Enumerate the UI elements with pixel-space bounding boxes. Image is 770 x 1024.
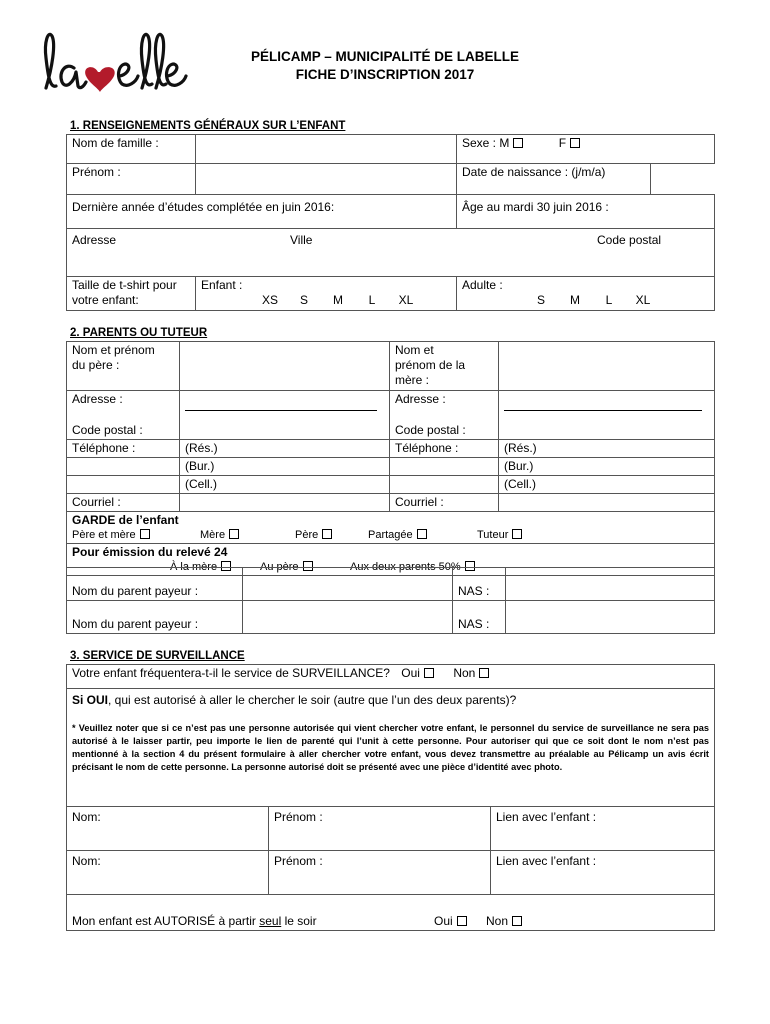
authorized-info-row <box>67 689 715 807</box>
alone-non-checkbox[interactable]: Non <box>486 914 522 929</box>
custody-shared-checkbox[interactable]: Partagée <box>368 528 427 543</box>
mother-phone-spacer2 <box>390 476 499 494</box>
payer-table <box>66 567 715 634</box>
father-address-field[interactable] <box>180 391 390 440</box>
mother-phone-label: Téléphone : <box>390 440 499 458</box>
city-label: Ville <box>290 233 313 247</box>
tshirt-label: Taille de t-shirt pour votre enfant: <box>67 277 196 311</box>
mother-email-label: Courriel : <box>390 494 499 512</box>
alone-oui-checkbox[interactable]: Oui <box>434 914 467 929</box>
authorized-alone-text: Mon enfant est AUTORISÉ à partir seul le soir <box>72 914 317 928</box>
releve-father-checkbox[interactable]: Au père <box>260 560 313 575</box>
section2-heading: 2. PARENTS OU TUTEUR <box>70 327 208 339</box>
sex-f-checkbox[interactable]: F <box>559 136 580 150</box>
adult-size-s-option[interactable]: S <box>536 293 545 307</box>
custody-guardian-checkbox[interactable]: Tuteur <box>477 528 522 543</box>
tshirt-child-field[interactable]: Enfant : XS S M L XL <box>196 277 457 311</box>
payer1-field[interactable] <box>243 568 453 601</box>
adult-size-m-option[interactable]: M <box>570 293 580 307</box>
authorized-alone-row <box>67 895 715 931</box>
father-name-label: Nom et prénom du père : <box>67 342 180 391</box>
releve-both-checkbox[interactable]: Aux deux parents 50% <box>350 560 475 575</box>
size-xl-option[interactable]: XL <box>398 293 414 307</box>
first-name-label: Prénom : <box>67 164 196 195</box>
size-m-option[interactable]: M <box>333 293 343 307</box>
pickup-notice: * Veuillez noter que si ce n’est pas une personne autorisée qui vient chercher votre enfant, le personnel du service de surveillance ne sera pas autorisé à le laisser partir, peu importe le lien de parenté qui l’unit à cette personne. Pour autoriser qui que ce soit dont le nom n’est pas mentionné à la section 4 du présent formulaire à aller chercher votre enfant, vous devez transmettre au préalable au Pélicamp un avis écrit précisant le nom de cette personne. La personne autorisé doit se présenté avec une pièce d’identité avec photo. <box>72 723 709 772</box>
custody-row <box>67 512 715 544</box>
custody-both-checkbox[interactable]: Père et mère <box>72 528 150 543</box>
payer1-nas-label: NAS : <box>453 568 506 601</box>
authorized1-relation[interactable]: Lien avec l’enfant : <box>491 807 715 851</box>
surveillance-question-row <box>67 665 715 689</box>
custody-mother-checkbox[interactable]: Mère <box>200 528 239 543</box>
custody-father-checkbox[interactable]: Père <box>295 528 332 543</box>
father-email-field[interactable] <box>180 494 390 512</box>
birth-spacer <box>651 164 715 195</box>
child-sizes <box>201 293 451 308</box>
surveillance-table <box>66 664 715 931</box>
father-phone-spacer2 <box>67 476 180 494</box>
authorized1-name[interactable]: Nom: <box>67 807 269 851</box>
section3-heading: 3. SERVICE DE SURVEILLANCE <box>70 650 245 662</box>
document-title: PÉLICAMP – MUNICIPALITÉ DE LABELLE FICHE D’INSCRIPTION 2017 <box>250 49 520 82</box>
father-name-field[interactable] <box>180 342 390 391</box>
authorized2-name[interactable]: Nom: <box>67 851 269 895</box>
payer2-nas-field[interactable] <box>506 601 715 634</box>
releve-title: Pour émission du relevé 24 <box>72 545 228 559</box>
payer1-label: Nom du parent payeur : <box>67 568 243 601</box>
address-label: Adresse <box>72 233 117 247</box>
address-row[interactable] <box>67 229 715 277</box>
age-field[interactable]: Âge au mardi 30 juin 2016 : <box>457 195 715 229</box>
mother-name-field[interactable] <box>499 342 715 391</box>
surveillance-question: Votre enfant fréquentera-t-il le service de SURVEILLANCE? <box>72 666 390 680</box>
tshirt-adult-field[interactable]: Adulte : S M L XL <box>457 277 715 311</box>
authorized2-firstname[interactable]: Prénom : <box>269 851 491 895</box>
adult-sizes <box>462 293 709 308</box>
father-email-label: Courriel : <box>67 494 180 512</box>
parents-table <box>66 341 715 576</box>
mother-address-field[interactable] <box>499 391 715 440</box>
mother-name-label: Nom et prénom de la mère : <box>390 342 499 391</box>
sex-m-checkbox[interactable]: Sexe : M <box>462 136 523 150</box>
mother-address-label: Adresse : Code postal : <box>390 391 499 440</box>
authorized1-firstname[interactable]: Prénom : <box>269 807 491 851</box>
releve-mother-checkbox[interactable]: À la mère <box>170 560 231 575</box>
mother-phone-spacer <box>390 458 499 476</box>
authorized2-relation[interactable]: Lien avec l’enfant : <box>491 851 715 895</box>
father-phone-bur[interactable]: (Bur.) <box>180 458 390 476</box>
mother-phone-res[interactable]: (Rés.) <box>499 440 715 458</box>
section1-table <box>66 134 715 311</box>
size-s-option[interactable]: S <box>299 293 308 307</box>
family-name-field[interactable] <box>196 135 457 164</box>
surveillance-non-checkbox[interactable]: Non <box>453 666 489 680</box>
size-xs-option[interactable]: XS <box>261 293 278 307</box>
surveillance-oui-checkbox[interactable]: Oui <box>401 666 434 680</box>
payer2-field[interactable] <box>243 601 453 634</box>
sex-field <box>457 135 715 164</box>
adult-size-xl-option[interactable]: XL <box>635 293 651 307</box>
father-address-label: Adresse : Code postal : <box>67 391 180 440</box>
payer2-label: Nom du parent payeur : <box>67 601 243 634</box>
birth-date-field[interactable]: Date de naissance : (j/m/a) <box>457 164 651 195</box>
mother-phone-bur[interactable]: (Bur.) <box>499 458 715 476</box>
payer1-nas-field[interactable] <box>506 568 715 601</box>
first-name-field[interactable] <box>196 164 457 195</box>
mother-email-field[interactable] <box>499 494 715 512</box>
size-l-option[interactable]: L <box>368 293 376 307</box>
postal-code-label: Code postal <box>597 233 662 247</box>
father-phone-cell[interactable]: (Cell.) <box>180 476 390 494</box>
si-oui-question: Si OUI, qui est autorisé à aller le chercher le soir (autre que l’un des deux parents)? <box>72 693 517 707</box>
adult-size-l-option[interactable]: L <box>605 293 613 307</box>
father-phone-spacer <box>67 458 180 476</box>
custody-options <box>72 528 709 542</box>
last-year-field[interactable]: Dernière année d’études complétée en juin 2016: <box>67 195 457 229</box>
father-phone-label: Téléphone : <box>67 440 180 458</box>
section1-heading: 1. RENSEIGNEMENTS GÉNÉRAUX SUR L’ENFANT <box>70 120 346 132</box>
payer2-nas-label: NAS : <box>453 601 506 634</box>
custody-title: GARDE de l’enfant <box>72 513 179 527</box>
mother-phone-cell[interactable]: (Cell.) <box>499 476 715 494</box>
family-name-label: Nom de famille : <box>67 135 196 164</box>
father-phone-res[interactable]: (Rés.) <box>180 440 390 458</box>
